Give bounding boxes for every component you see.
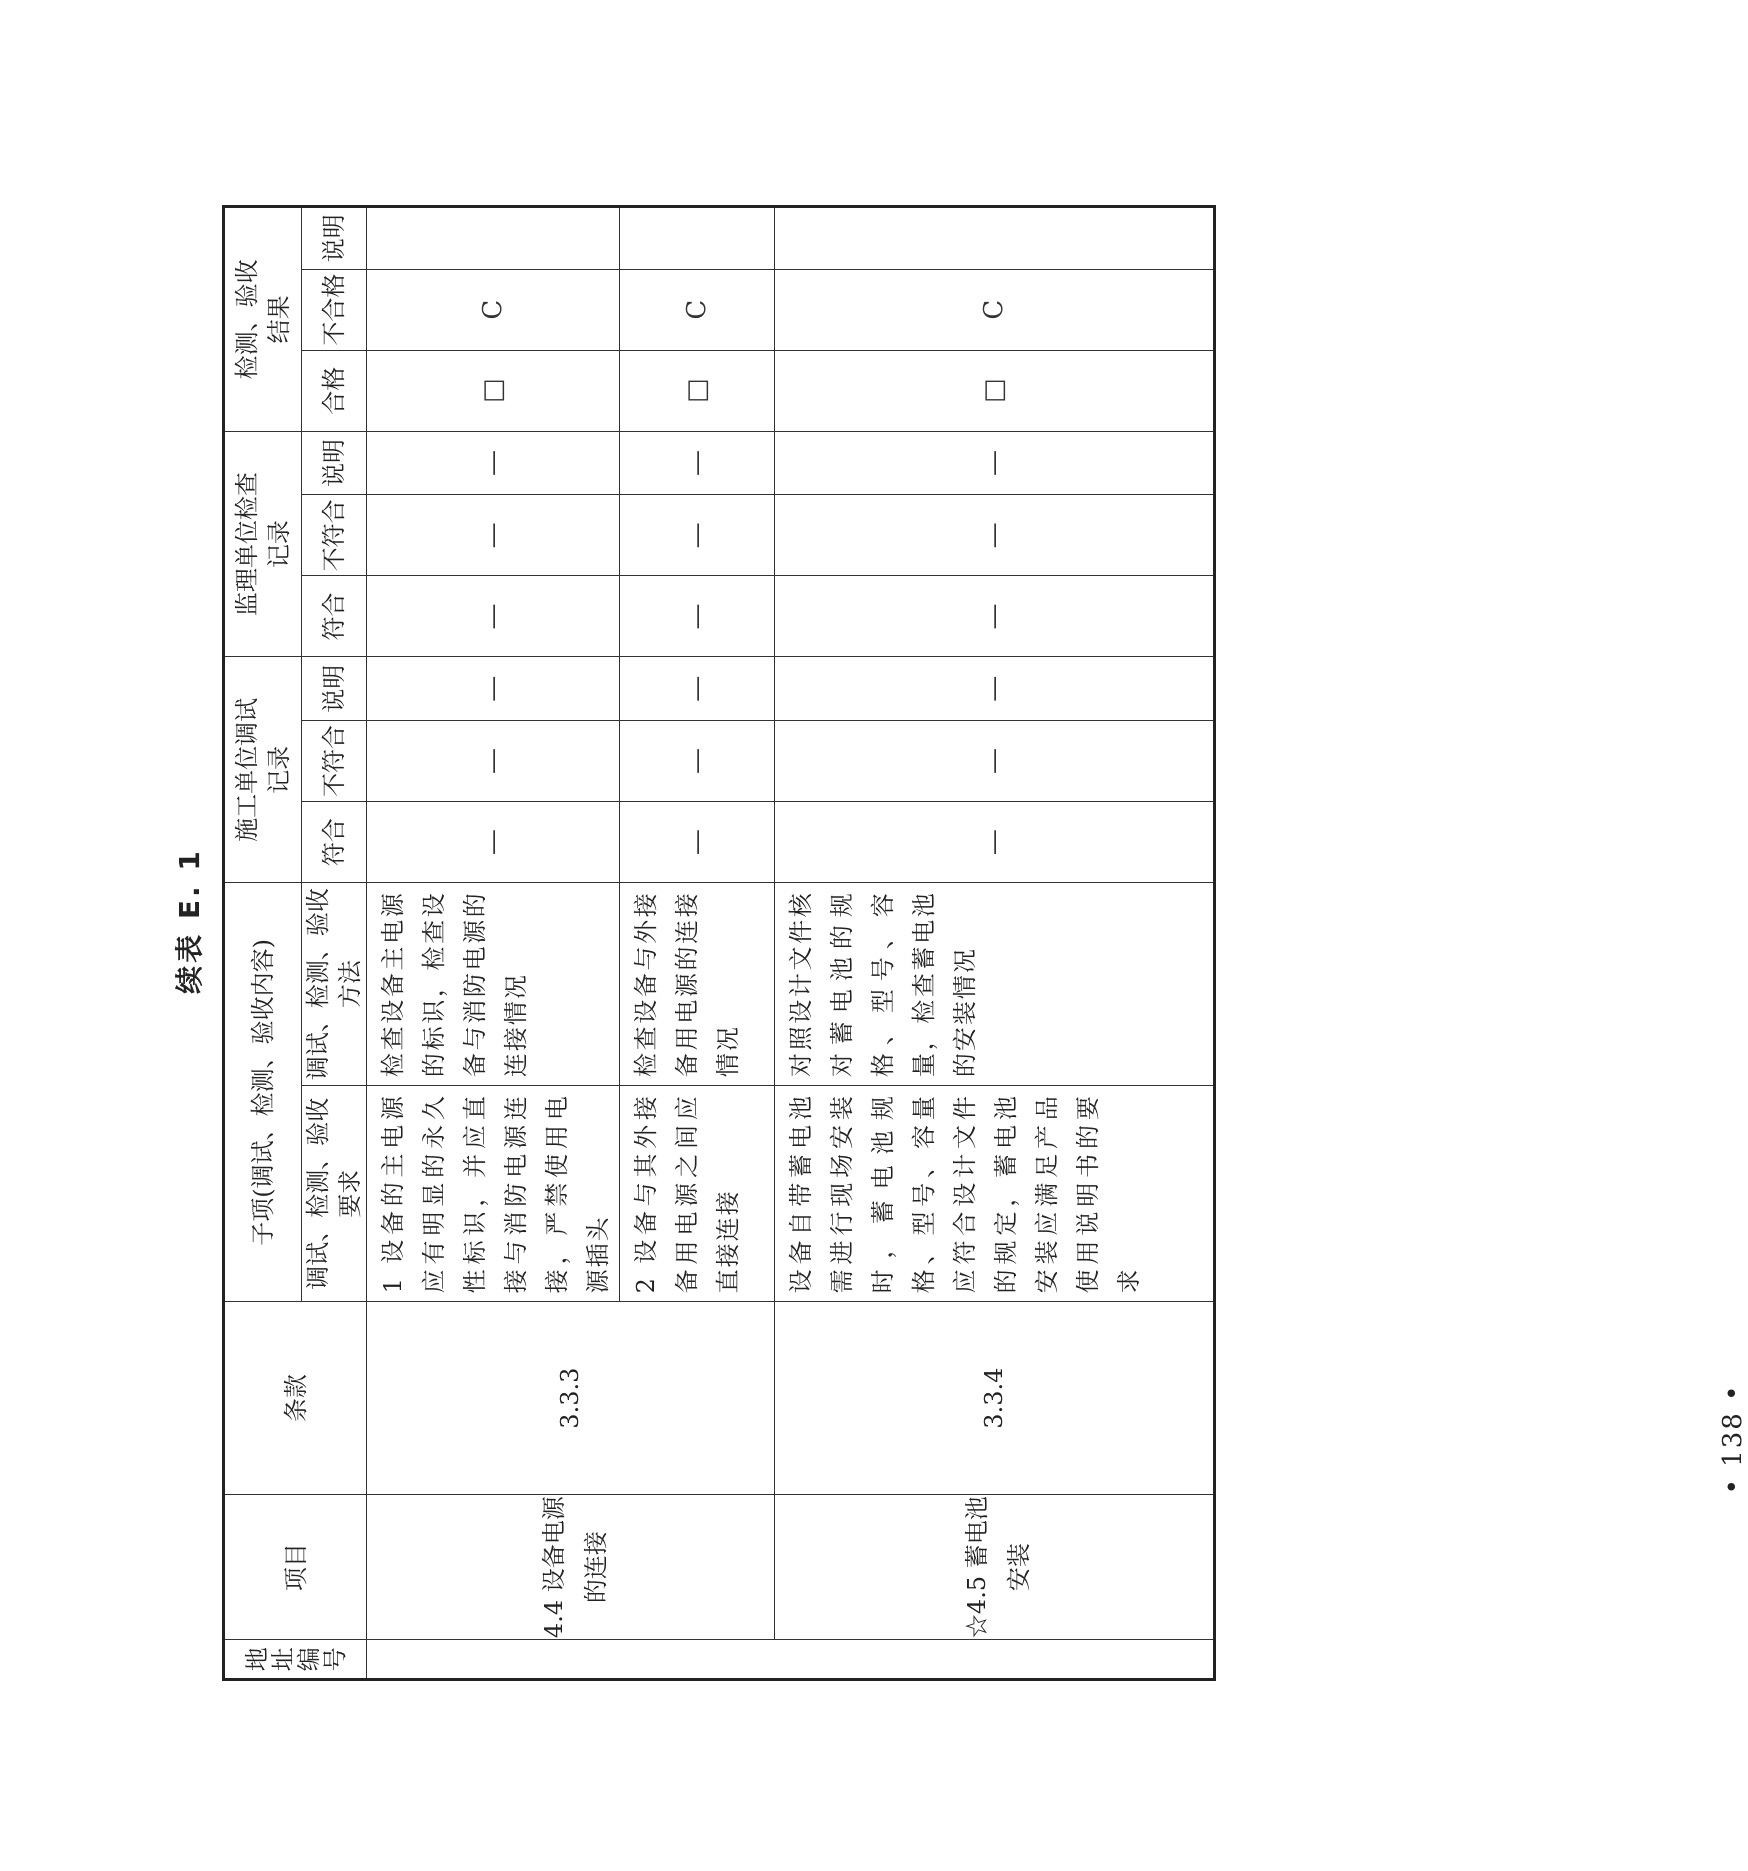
header-result-pass: 合格 bbox=[302, 350, 367, 431]
dash-mark: — bbox=[477, 748, 508, 775]
construction-nonconform-cell bbox=[620, 720, 775, 801]
method-cell bbox=[367, 883, 620, 1086]
project-cell bbox=[367, 1494, 775, 1640]
header-address-no: 地址编号 bbox=[224, 1640, 367, 1680]
checkbox-icon[interactable]: □ bbox=[477, 378, 508, 404]
dash-mark: — bbox=[978, 829, 1009, 856]
requirement-text: 1 设备的主电源应有明显的永久性标识，并应直接与消防电源连接，严禁使用电源插头 bbox=[379, 1094, 612, 1294]
header-clause: 条款 bbox=[224, 1302, 367, 1494]
header-supervision-note: 说明 bbox=[302, 431, 367, 494]
result-pass-cell[interactable] bbox=[620, 350, 775, 431]
supervision-note-cell bbox=[775, 431, 1215, 494]
header-construction-conform: 符合 bbox=[302, 802, 367, 883]
header-result-fail: 不合格 bbox=[302, 269, 367, 350]
table-title: 续表 E. 1 bbox=[173, 848, 206, 994]
header-requirement: 调试、检测、验收要求 bbox=[302, 1086, 367, 1302]
dash-mark: — bbox=[681, 450, 712, 477]
result-pass-cell[interactable] bbox=[367, 350, 620, 431]
method-cell bbox=[775, 883, 1215, 1086]
header-subitem: 子项(调试、检测、验收内容) bbox=[224, 883, 302, 1302]
requirement-cell bbox=[620, 1086, 775, 1302]
header-supervision-record: 监理单位检查记录 bbox=[224, 431, 302, 657]
supervision-nonconform-cell bbox=[775, 495, 1215, 576]
address-no-cell bbox=[367, 1640, 1215, 1680]
header-construction-note: 说明 bbox=[302, 657, 367, 720]
construction-conform-cell bbox=[620, 802, 775, 883]
header-method: 调试、检测、验收方法 bbox=[302, 883, 367, 1086]
header-result-note: 说明 bbox=[302, 207, 367, 270]
supervision-conform-cell bbox=[620, 576, 775, 657]
clause-label: 3.3.3 bbox=[556, 1367, 584, 1429]
dash-mark: — bbox=[681, 829, 712, 856]
construction-note-cell bbox=[775, 657, 1215, 720]
construction-conform-cell bbox=[775, 802, 1215, 883]
header-result: 检测、验收结果 bbox=[224, 207, 302, 432]
table-row bbox=[775, 207, 1215, 1680]
method-text: 检查设备与外接备用电源的连接情况 bbox=[632, 891, 742, 1078]
dash-mark: — bbox=[477, 603, 508, 630]
dash-mark: — bbox=[978, 603, 1009, 630]
dash-mark: — bbox=[681, 603, 712, 630]
supervision-nonconform-cell bbox=[367, 495, 620, 576]
result-note-cell bbox=[367, 207, 620, 270]
supervision-conform-cell bbox=[775, 576, 1215, 657]
header-supervision-nonconform: 不符合 bbox=[302, 495, 367, 576]
supervision-conform-cell bbox=[367, 576, 620, 657]
method-cell bbox=[620, 883, 775, 1086]
dash-mark: — bbox=[978, 675, 1009, 702]
requirement-cell bbox=[775, 1086, 1215, 1302]
project-label: 4.4 设备电源的连接 bbox=[539, 1496, 610, 1639]
result-note-cell bbox=[620, 207, 775, 270]
clause-label: 3.3.4 bbox=[979, 1367, 1008, 1429]
circle-mark[interactable]: C bbox=[477, 299, 508, 320]
checkbox-icon[interactable]: □ bbox=[978, 378, 1009, 404]
clause-cell bbox=[367, 1302, 775, 1494]
method-text: 对照设计文件核对蓄电池的规格、型号、容量，检查蓄电池的安装情况 bbox=[787, 891, 979, 1078]
construction-note-cell bbox=[620, 657, 775, 720]
circle-mark[interactable]: C bbox=[978, 299, 1009, 320]
dash-mark: — bbox=[681, 748, 712, 775]
construction-conform-cell bbox=[367, 802, 620, 883]
result-note-cell bbox=[775, 207, 1215, 270]
header-construction-record: 施工单位调试记录 bbox=[224, 657, 302, 883]
requirement-cell bbox=[367, 1086, 620, 1302]
header-construction-nonconform: 不符合 bbox=[302, 720, 367, 801]
inspection-table bbox=[222, 205, 1216, 1681]
table-row bbox=[367, 207, 620, 1680]
dash-mark: — bbox=[978, 748, 1009, 775]
circle-mark[interactable]: C bbox=[681, 299, 712, 320]
result-fail-cell[interactable] bbox=[367, 269, 620, 350]
construction-nonconform-cell bbox=[367, 720, 620, 801]
dash-mark: — bbox=[681, 522, 712, 549]
requirement-text: 2 设备与其外接备用电源之间应直接连接 bbox=[632, 1094, 742, 1294]
supervision-note-cell bbox=[620, 431, 775, 494]
method-text: 检查设备主电源的标识，检查设备与消防电源的连接情况 bbox=[379, 891, 530, 1078]
clause-cell bbox=[775, 1302, 1215, 1494]
dash-mark: — bbox=[681, 675, 712, 702]
dash-mark: — bbox=[477, 675, 508, 702]
requirement-text: 设备自带蓄电池需进行现场安装时，蓄电池规格、型号、容量应符合设计文件的规定，蓄电池安装应满足产品使用说明书的要求 bbox=[787, 1094, 1143, 1294]
dash-mark: — bbox=[477, 450, 508, 477]
result-fail-cell[interactable] bbox=[620, 269, 775, 350]
checkbox-icon[interactable]: □ bbox=[681, 378, 712, 404]
dash-mark: — bbox=[978, 450, 1009, 477]
dash-mark: — bbox=[477, 522, 508, 549]
dash-mark: — bbox=[978, 522, 1009, 549]
construction-nonconform-cell bbox=[775, 720, 1215, 801]
dash-mark: — bbox=[477, 829, 508, 856]
header-project: 项目 bbox=[224, 1494, 367, 1640]
supervision-nonconform-cell bbox=[620, 495, 775, 576]
result-pass-cell[interactable] bbox=[775, 350, 1215, 431]
project-cell bbox=[775, 1494, 1215, 1640]
construction-note-cell bbox=[367, 657, 620, 720]
project-label: ☆4.5 蓄电池安装 bbox=[963, 1496, 1033, 1639]
result-fail-cell[interactable] bbox=[775, 269, 1215, 350]
supervision-note-cell bbox=[367, 431, 620, 494]
header-supervision-conform: 符合 bbox=[302, 576, 367, 657]
page-number: • 138 • bbox=[1718, 1383, 1748, 1495]
